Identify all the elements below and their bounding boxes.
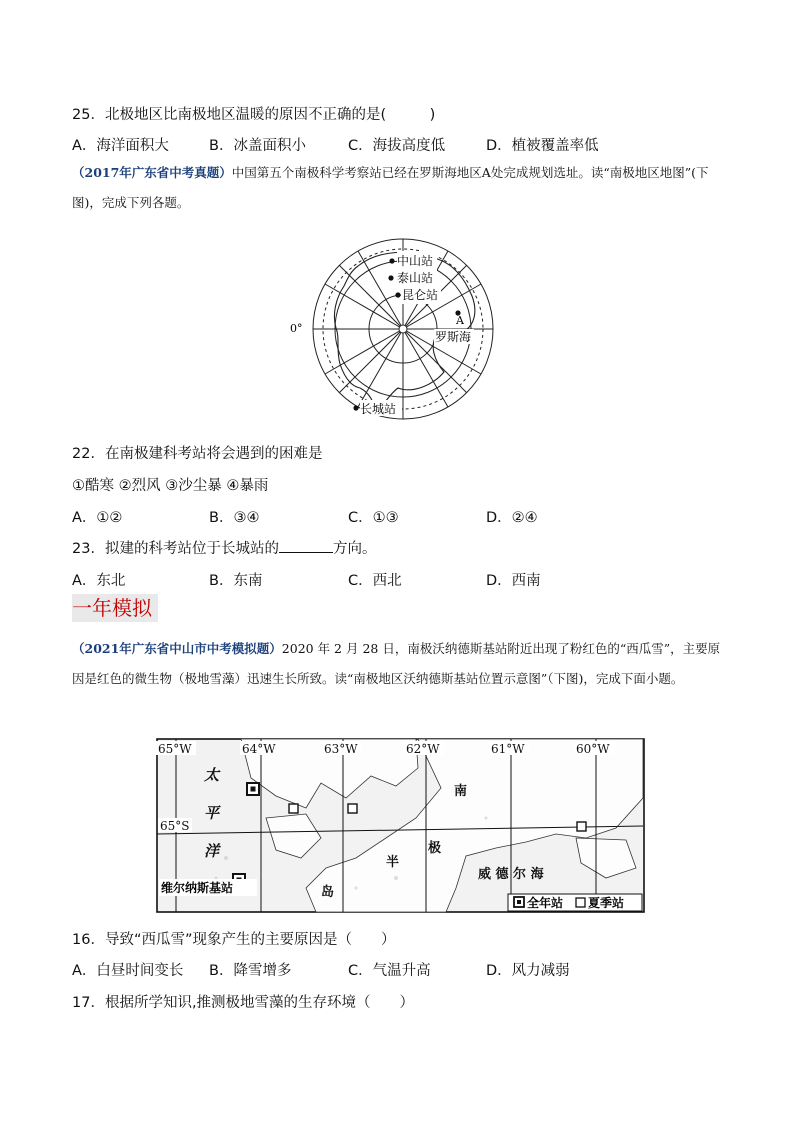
vernadsky-station-label: 维尔纳斯基站 xyxy=(161,881,234,895)
pacific-char-2: 平 xyxy=(204,804,220,822)
question-25-stem: 25．北极地区比南极地区温暖的原因不正确的是( ) xyxy=(72,107,436,123)
option-c: C．西北 xyxy=(348,573,402,589)
option-b: B．东南 xyxy=(209,573,263,589)
lon-label-64w: 64°W xyxy=(242,742,276,756)
option-b: B．冰盖面积小 xyxy=(209,138,306,154)
section-banner: 一年模拟 xyxy=(72,594,158,622)
zero-degree-label: 0° xyxy=(290,322,303,335)
option-a: A．①② xyxy=(72,510,123,526)
option-a: A．白昼时间变长 xyxy=(72,963,184,979)
peninsula-char-3: 半 xyxy=(386,855,400,870)
kunlun-label: 昆仑站 xyxy=(402,288,439,302)
pacific-char-3: 洋 xyxy=(204,842,220,860)
source-tag: （2017年广东省中考真题） xyxy=(72,165,232,180)
changcheng-label: 长城站 xyxy=(360,402,397,416)
answer-blank xyxy=(279,538,333,553)
option-d: D．西南 xyxy=(486,573,541,589)
question-17-stem: 17．根据所学知识,推测极地雪藻的生存环境（ ） xyxy=(72,995,415,1011)
option-a: A．海洋面积大 xyxy=(72,138,169,154)
source-tag: （2021年广东省中山市中考模拟题） xyxy=(72,641,282,656)
option-d: D．风力减弱 xyxy=(486,963,570,979)
peninsula-char-1: 南 xyxy=(454,784,468,799)
legend-year-round: 全年站 xyxy=(527,896,564,910)
lon-label-60w: 60°W xyxy=(576,742,610,756)
ross-sea-label: 罗斯海 xyxy=(435,330,472,344)
question-23-stem-before: 23．拟建的科考站位于长城站的 xyxy=(72,541,279,557)
lon-label-65w: 65°W xyxy=(158,742,192,756)
option-d: D．②④ xyxy=(486,510,538,526)
weddell-sea-label: 威 德 尔 海 xyxy=(478,867,544,882)
option-b: B．③④ xyxy=(209,510,260,526)
antarctica-map xyxy=(280,238,520,422)
question-23-stem-after: 方向。 xyxy=(332,541,377,557)
source-text: 2020 年 2 月 28 日，南极沃纳德斯基站附近出现了粉红色的“西瓜雪”，主要原因是红色的微生物（极地雪藻）迅速生长所致。读“南极地区沃纳德斯基站位置示意图”（下图)，完成下面小题。 xyxy=(72,641,721,686)
question-22-stem: 22．在南极建科考站将会遇到的困难是 xyxy=(72,446,323,462)
option-c: C．海拔高度低 xyxy=(348,138,446,154)
peninsula-char-4: 岛 xyxy=(321,885,335,900)
question-23-stem xyxy=(72,537,376,558)
peninsula-char-2: 极 xyxy=(428,841,442,856)
source-paragraph-1 xyxy=(72,158,724,218)
option-b: B．降雪增多 xyxy=(209,963,292,979)
question-22-items: ①酷寒 ②烈风 ③沙尘暴 ④暴雨 xyxy=(72,478,269,494)
lon-label-62w: 62°W xyxy=(406,742,440,756)
source-text: 中国第五个南极科学考察站已经在罗斯海地区A处完成规划选址。读“南极地区地图”(下图)，完成下列各题。 xyxy=(72,165,709,210)
lon-label-63w: 63°W xyxy=(324,742,358,756)
taishan-label: 泰山站 xyxy=(397,271,434,285)
option-a: A．东北 xyxy=(72,573,126,589)
pacific-char-1: 太 xyxy=(204,766,220,784)
station-a-label: A xyxy=(456,314,464,327)
lon-label-61w: 61°W xyxy=(491,742,525,756)
vernadsky-map xyxy=(156,738,646,914)
source-paragraph-2 xyxy=(72,634,724,694)
question-16-stem: 16．导致“西瓜雪”现象产生的主要原因是（ ） xyxy=(72,932,396,948)
option-d: D．植被覆盖率低 xyxy=(486,138,599,154)
option-c: C．①③ xyxy=(348,510,399,526)
lat-label-65s: 65°S xyxy=(160,819,190,833)
map-legend xyxy=(508,894,642,911)
zhongshan-label: 中山站 xyxy=(397,254,434,268)
option-c: C．气温升高 xyxy=(348,963,431,979)
legend-summer: 夏季站 xyxy=(588,896,625,910)
